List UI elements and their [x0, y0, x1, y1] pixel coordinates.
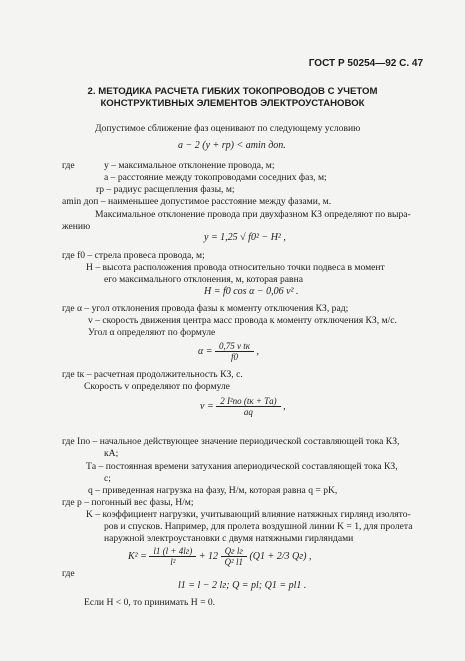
- formula-7: l1 = l − 2 lг; Q = pl; Q1 = pl1 .: [178, 580, 307, 591]
- def-H-line-1: H – высота расположения провода относительно точки подвеса в момент: [86, 262, 385, 273]
- def-amin: amin доп – наименьшее допустимое расстояние между фазами, м.: [62, 196, 332, 207]
- where-label-1: где: [62, 160, 75, 171]
- section-title-line-1: 2. МЕТОДИКА РАСЧЕТА ГИБКИХ ТОКОПРОВОДОВ С УЧЕТОМ: [87, 86, 378, 97]
- def-tk: где tк – расчетная продолжительность КЗ, с.: [62, 369, 243, 380]
- def-f0: где f0 – стрела провеса провода, м;: [62, 250, 205, 261]
- page-header: ГОСТ Р 50254—92 С. 47: [308, 58, 423, 69]
- formula-6-denominator-1: l²: [170, 557, 176, 567]
- def-Ipo-line-1: где Iпо – начальное действующее значение периодической составляющей тока КЗ,: [62, 436, 400, 447]
- formula-6-numerator-1: l1 (l + 4lг): [149, 546, 196, 557]
- def-q: q – приведенная нагрузка на фазу, Н/м, которая равна q = pK,: [88, 485, 338, 496]
- formula-6-numerator-2: Qг lг: [221, 546, 247, 557]
- formula-5-tail: ,: [283, 400, 286, 412]
- max-deviation-line-1: Максимальное отклонение провода при двухфазном КЗ определяют по выра-: [95, 209, 411, 220]
- def-a: a – расстояние между токопроводами соседних фаз, м;: [104, 172, 327, 183]
- alpha-definition: Угол α определяют по формуле: [88, 327, 216, 338]
- formula-2: y = 1,25 √ f0² − H² ,: [204, 232, 286, 243]
- max-deviation-line-2: жению: [62, 221, 91, 232]
- formula-4-numerator: 0,75 v tк: [215, 341, 254, 352]
- formula-6: [128, 546, 312, 567]
- def-Ipo-line-2: кА;: [104, 448, 119, 459]
- formula-3: H = f0 cos α − 0,06 v² .: [204, 286, 299, 297]
- formula-4-lhs: α =: [198, 345, 213, 357]
- formula-4-tail: ,: [256, 345, 259, 357]
- speed-definition: Скорость v определяют по формуле: [84, 381, 230, 392]
- formula-6-tail: (Q1 + 2/3 Qг) ,: [249, 550, 312, 562]
- def-rp: rр – радиус расщепления фазы, м;: [96, 184, 235, 195]
- formula-5-denominator: aq: [243, 407, 253, 417]
- def-p: где p – погонный вес фазы, Н/м;: [62, 497, 194, 508]
- formula-6-lhs: K² =: [128, 550, 147, 562]
- def-H-line-2: его максимального отклонения, м, которая равна: [104, 274, 303, 285]
- formula-4: [198, 341, 259, 362]
- formula-4-denominator: f0: [230, 352, 238, 362]
- formula-6-denominator-2: Q² l1: [224, 557, 243, 567]
- formula-5-numerator: 2 I²по (tк + Tа): [216, 396, 280, 407]
- def-Ta-line-2: с;: [104, 473, 111, 484]
- formula-5-fraction: [216, 396, 280, 417]
- def-K-line-3: наружной электроустановки с двумя натяжными гирляндами: [104, 533, 354, 544]
- formula-6-middle: + 12: [198, 550, 219, 562]
- def-v: v – скорость движения центра масс провода к моменту отключения КЗ, м/с.: [88, 315, 397, 326]
- formula-5-lhs: v =: [200, 400, 214, 412]
- def-K-line-1: K – коэффициент нагрузки, учитывающий влияние натяжных гирлянд изолято-: [86, 509, 411, 520]
- formula-5: [200, 396, 286, 417]
- formula-4-fraction: [215, 341, 254, 362]
- where-label-last: где: [62, 568, 75, 579]
- section-title-line-2: КОНСТРУКТИВНЫХ ЭЛЕМЕНТОВ ЭЛЕКТРОУСТАНОВОК: [100, 98, 365, 109]
- intro-text: Допустимое сближение фаз оценивают по следующему условию: [95, 123, 361, 134]
- formula-6-fraction-1: [149, 546, 196, 567]
- final-note: Если H < 0, то принимать H = 0.: [84, 597, 216, 608]
- def-Ta-line-1: Tа – постоянная времени затухания апериодической составляющей тока КЗ,: [86, 461, 398, 472]
- formula-6-fraction-2: [221, 546, 247, 567]
- def-y: y – максимальное отклонение провода, м;: [104, 160, 275, 171]
- def-K-line-2: ров и спусков. Например, для пролета воздушной линии K = 1, для пролета: [104, 521, 413, 532]
- formula-1: a − 2 (y + rр) < amin доп.: [178, 140, 286, 151]
- def-alpha: где α – угол отклонения провода фазы к моменту отключения КЗ, рад;: [62, 303, 349, 314]
